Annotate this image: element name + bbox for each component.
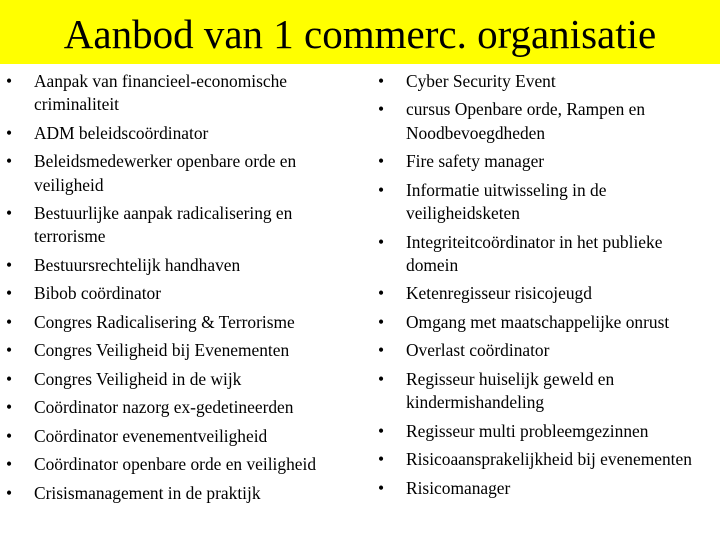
bullet-item: • cursus Openbare orde, Rampen en Noodbevoegdheden (378, 98, 718, 145)
bullet-item: • Omgang met maatschappelijke onrust (378, 311, 718, 334)
bullet-item: • Coördinator nazorg ex-gedetineerden (6, 396, 351, 419)
bullet-item: • Coördinator openbare orde en veiligheid (6, 453, 351, 476)
bullet-item: • Ketenregisseur risicojeugd (378, 282, 718, 305)
bullet-item: • Bestuursrechtelijk handhaven (6, 254, 351, 277)
bullet-item: • Congres Veiligheid bij Evenementen (6, 339, 351, 362)
bullet-item: • Congres Radicalisering & Terrorisme (6, 311, 351, 334)
bullet-item: • Risicomanager (378, 477, 718, 500)
bullet-item: • Cyber Security Event (378, 70, 718, 93)
bullet-item: • Informatie uitwisseling in de veiligheidsketen (378, 179, 718, 226)
bullet-item: • Fire safety manager (378, 150, 718, 173)
bullet-item: • Congres Veiligheid in de wijk (6, 368, 351, 391)
bullet-item: • Aanpak van financieel-economische criminaliteit (6, 70, 351, 117)
bullet-item: • Beleidsmedewerker openbare orde en veiligheid (6, 150, 351, 197)
right-bullet-list (378, 70, 718, 505)
bullet-item: • Crisismanagement in de praktijk (6, 482, 351, 505)
bullet-item: • Regisseur huiselijk geweld en kindermishandeling (378, 368, 718, 415)
bullet-item: • ADM beleidscoördinator (6, 122, 351, 145)
slide-title: Aanbod van 1 commerc. organisatie (63, 10, 657, 57)
bullet-item: • Regisseur multi probleemgezinnen (378, 420, 718, 443)
bullet-item: • Bestuurlijke aanpak radicalisering en terrorisme (6, 202, 351, 249)
bullet-item: • Risicoaansprakelijkheid bij evenementen (378, 448, 718, 471)
left-bullet-list (6, 70, 351, 510)
title-bar (0, 0, 720, 64)
bullet-item: • Integriteitcoördinator in het publieke domein (378, 231, 718, 278)
bullet-item: • Coördinator evenementveiligheid (6, 425, 351, 448)
bullet-item: • Bibob coördinator (6, 282, 351, 305)
bullet-item: • Overlast coördinator (378, 339, 718, 362)
